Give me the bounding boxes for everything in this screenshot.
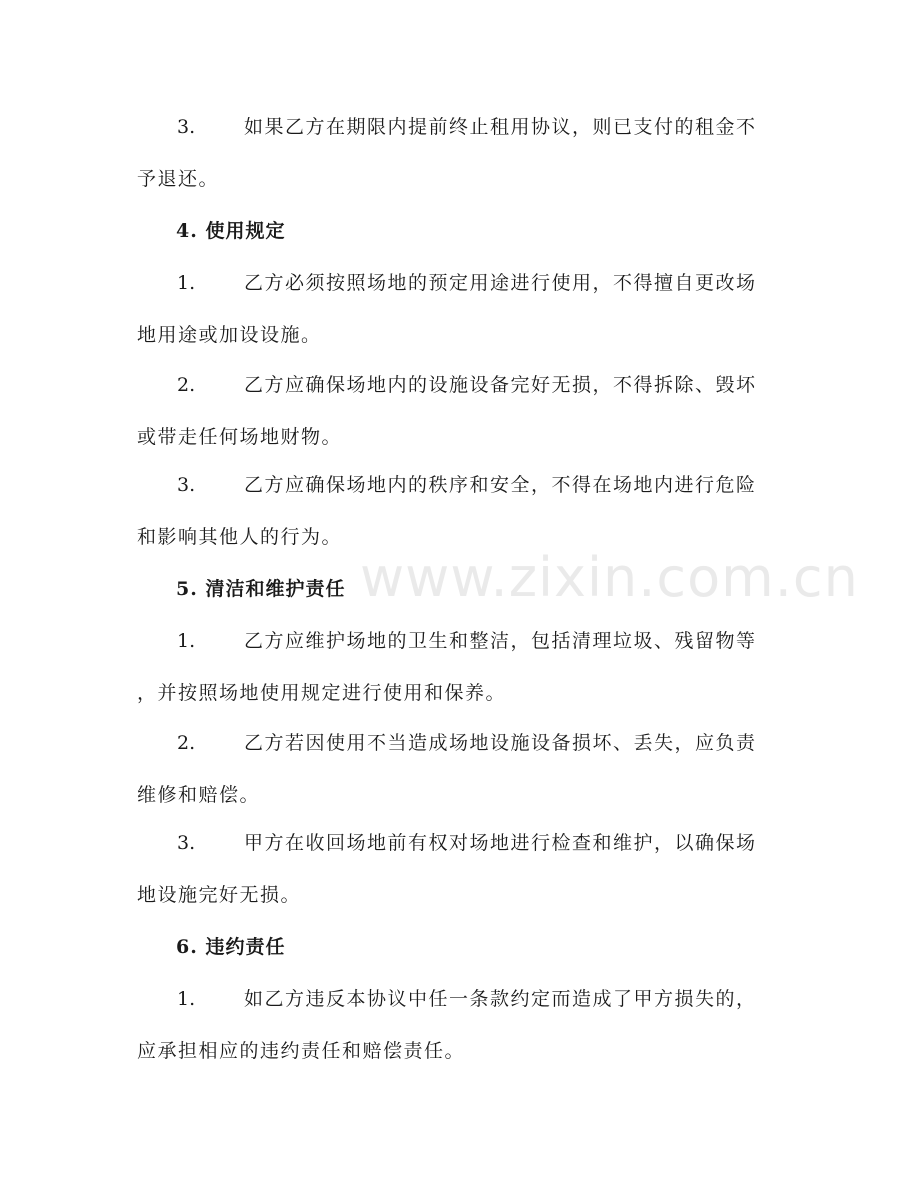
section-heading: 6. 违约责任	[176, 936, 286, 958]
list-item-text: 地设施完好无损。	[137, 884, 302, 906]
list-item	[137, 115, 787, 219]
list-item	[137, 473, 787, 577]
list-item-text: 甲方在收回场地前有权对场地进行检查和维护，以确保场	[244, 832, 757, 854]
list-item-number: 3.	[177, 474, 196, 496]
list-item-number: 3.	[177, 832, 196, 854]
list-item-number: 1.	[177, 630, 196, 652]
list-item-text: 乙方应确保场地内的秩序和安全，不得在场地内进行危险	[244, 474, 757, 496]
list-item-number: 1.	[177, 272, 196, 294]
list-item-line	[137, 731, 787, 783]
section-heading: 5. 清洁和维护责任	[176, 578, 346, 600]
list-item	[137, 987, 787, 1091]
list-item-line	[137, 681, 787, 733]
list-item-line	[137, 1039, 787, 1091]
list-item-text: 应承担相应的违约责任和赔偿责任。	[137, 1040, 466, 1062]
list-item-number: 3.	[177, 116, 196, 138]
list-item-line	[137, 831, 787, 883]
list-item-line	[137, 987, 787, 1039]
list-item-line	[137, 783, 787, 835]
list-item-number: 1.	[177, 988, 196, 1010]
list-item-text: 地用途或加设设施。	[137, 324, 322, 346]
list-item-text: 如果乙方在期限内提前终止租用协议，则已支付的租金不	[244, 116, 757, 138]
watermark: www.zixin.com.cn	[360, 546, 859, 609]
section-heading: 4. 使用规定	[176, 220, 286, 242]
list-item-line	[137, 629, 787, 681]
list-item-text: ，并按照场地使用规定进行使用和保养。	[137, 682, 507, 704]
list-item	[137, 831, 787, 935]
list-item-text: 乙方应确保场地内的设施设备完好无损，不得拆除、毁坏	[244, 374, 757, 396]
list-item-line	[137, 167, 787, 219]
list-item-line	[137, 115, 787, 167]
list-item-line	[137, 271, 787, 323]
list-item	[137, 629, 787, 733]
list-item	[137, 271, 787, 375]
list-item-line	[137, 525, 787, 577]
list-item-text: 如乙方违反本协议中任一条款约定而造成了甲方损失的，	[244, 988, 757, 1010]
list-item-number: 2.	[177, 374, 196, 396]
list-item-line	[137, 373, 787, 425]
list-item-text: 或带走任何场地财物。	[137, 426, 343, 448]
list-item-text: 乙方必须按照场地的预定用途进行使用，不得擅自更改场	[244, 272, 757, 294]
list-item-text: 予退还。	[137, 168, 220, 190]
list-item-text: 维修和赔偿。	[137, 784, 261, 806]
list-item-line	[137, 323, 787, 375]
list-item-text: 乙方若因使用不当造成场地设施设备损坏、丢失，应负责	[244, 732, 757, 754]
list-item	[137, 373, 787, 477]
list-item-line	[137, 473, 787, 525]
list-item-text: 乙方应维护场地的卫生和整洁，包括清理垃圾、残留物等	[244, 630, 757, 652]
list-item	[137, 731, 787, 835]
list-item-line	[137, 883, 787, 935]
list-item-number: 2.	[177, 732, 196, 754]
list-item-text: 和影响其他人的行为。	[137, 526, 343, 548]
list-item-line	[137, 425, 787, 477]
